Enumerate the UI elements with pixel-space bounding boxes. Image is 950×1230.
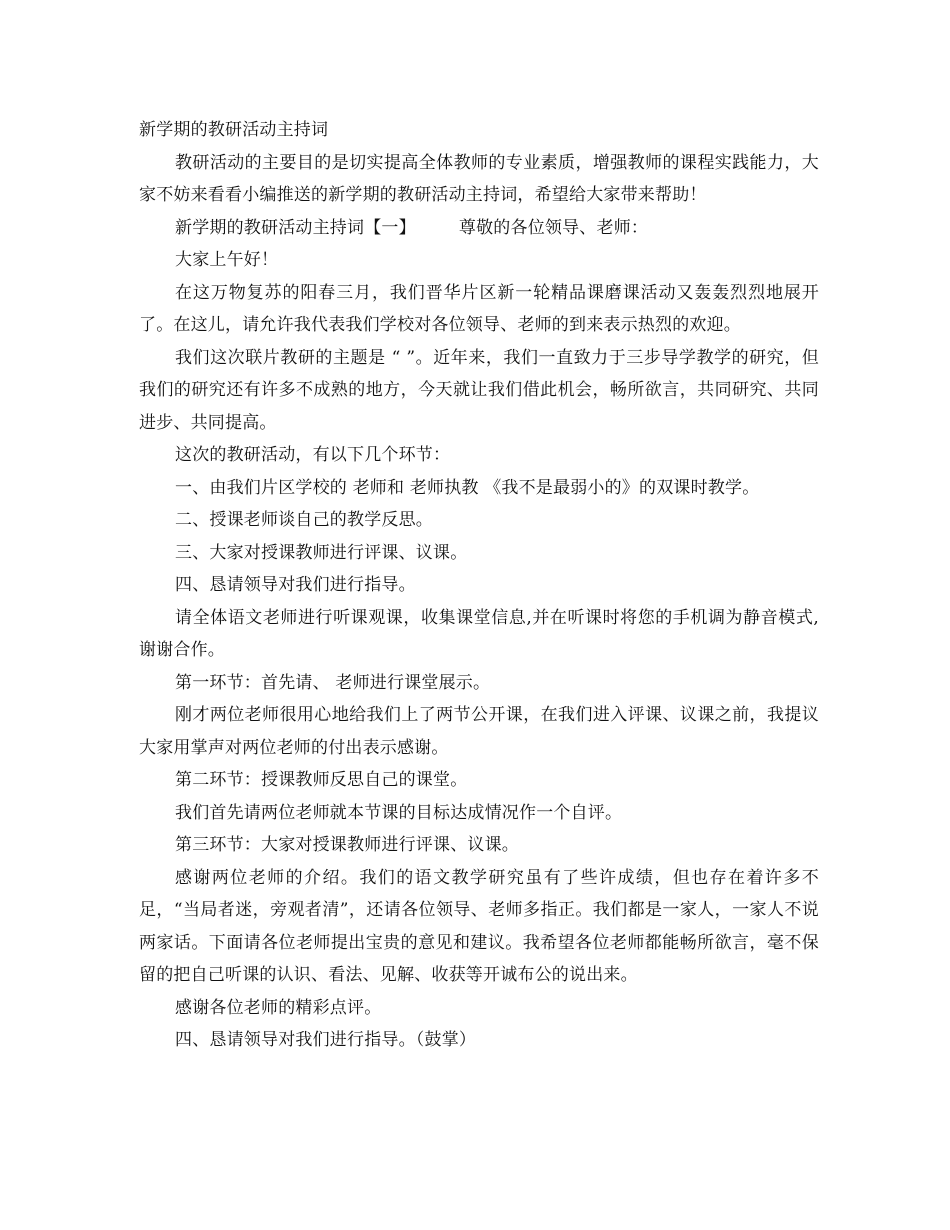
paragraph-thanks-comments: 感谢各位老师的精彩点评。: [175, 997, 382, 1018]
agenda-item-4: 四、恳请领导对我们进行指导。: [175, 575, 416, 595]
paragraph-stage-2: 第二环节：授课教师反思自己的课堂。: [175, 770, 468, 790]
paragraph-stage-4: 四、恳请领导对我们进行指导。（鼓掌）: [175, 1030, 477, 1050]
agenda-item-3: 三、大家对授课教师进行评课、议课。: [175, 542, 468, 563]
paragraph-discussion: 感谢两位老师的介绍。我们的语文教学研究虽有了些许成绩，但也存在着许多不足，“当局者迷，旁观者清”，还请各位领导、老师多指正。我们都是一家人，一家人不说两家话。下面请各位老师提出宝贵的意见和建议。我希望各位老师都能畅所欲言，毫不保留的把自己听课的认识、看法、见解、收获等开诚布公的说出来。: [139, 867, 819, 985]
paragraph-agenda-intro: 这次的教研活动，有以下几个环节：: [175, 445, 451, 465]
paragraph-stage-3: 第三环节：大家对授课教师进行评课、议课。: [175, 835, 519, 855]
paragraph-self-evaluation: 我们首先请两位老师就本节课的目标达成情况作一个自评。: [175, 802, 623, 823]
paragraph-greeting: 大家上午好！: [175, 250, 279, 270]
paragraph-welcome: 在这万物复苏的阳春三月，我们晋华片区新一轮精品课磨课活动又轰轰烈烈地展开了。在这儿，请允许我代表我们学校对各位领导、老师的到来表示热烈的欢迎。: [139, 282, 819, 335]
paragraph-stage-1: 第一环节：首先请、 老师进行课堂展示。: [175, 672, 491, 693]
paragraph-theme: 我们这次联片教研的主题是 “ ”。近年来，我们一直致力于三步导学教学的研究，但我们的研究还有许多不成熟的地方，今天就让我们借此机会，畅所欲言，共同研究、共同进步、共同提高。: [139, 347, 819, 433]
paragraph-intro: 教研活动的主要目的是切实提高全体教师的专业素质，增强教师的课程实践能力，大家不妨来看看小编推送的新学期的教研活动主持词，希望给大家带来帮助！: [139, 152, 819, 205]
agenda-item-2: 二、授课老师谈自己的教学反思。: [175, 510, 433, 530]
document-body: [139, 114, 819, 1057]
paragraph-section-heading: 新学期的教研活动主持词【一】 尊敬的各位领导、老师：: [175, 217, 649, 238]
agenda-item-1: 一、由我们片区学校的 老师和 老师执教 《我不是最弱小的》的双课时教学。: [175, 477, 760, 498]
paragraph-thanks-applause: 刚才两位老师很用心地给我们上了两节公开课，在我们进入评课、议课之前，我提议大家用掌声对两位老师的付出表示感谢。: [139, 705, 819, 758]
paragraph-phone-notice: 请全体语文老师进行听课观课，收集课堂信息,并在听课时将您的手机调为静音模式,谢谢合作。: [139, 607, 819, 660]
document-title: 新学期的教研活动主持词: [139, 120, 329, 140]
